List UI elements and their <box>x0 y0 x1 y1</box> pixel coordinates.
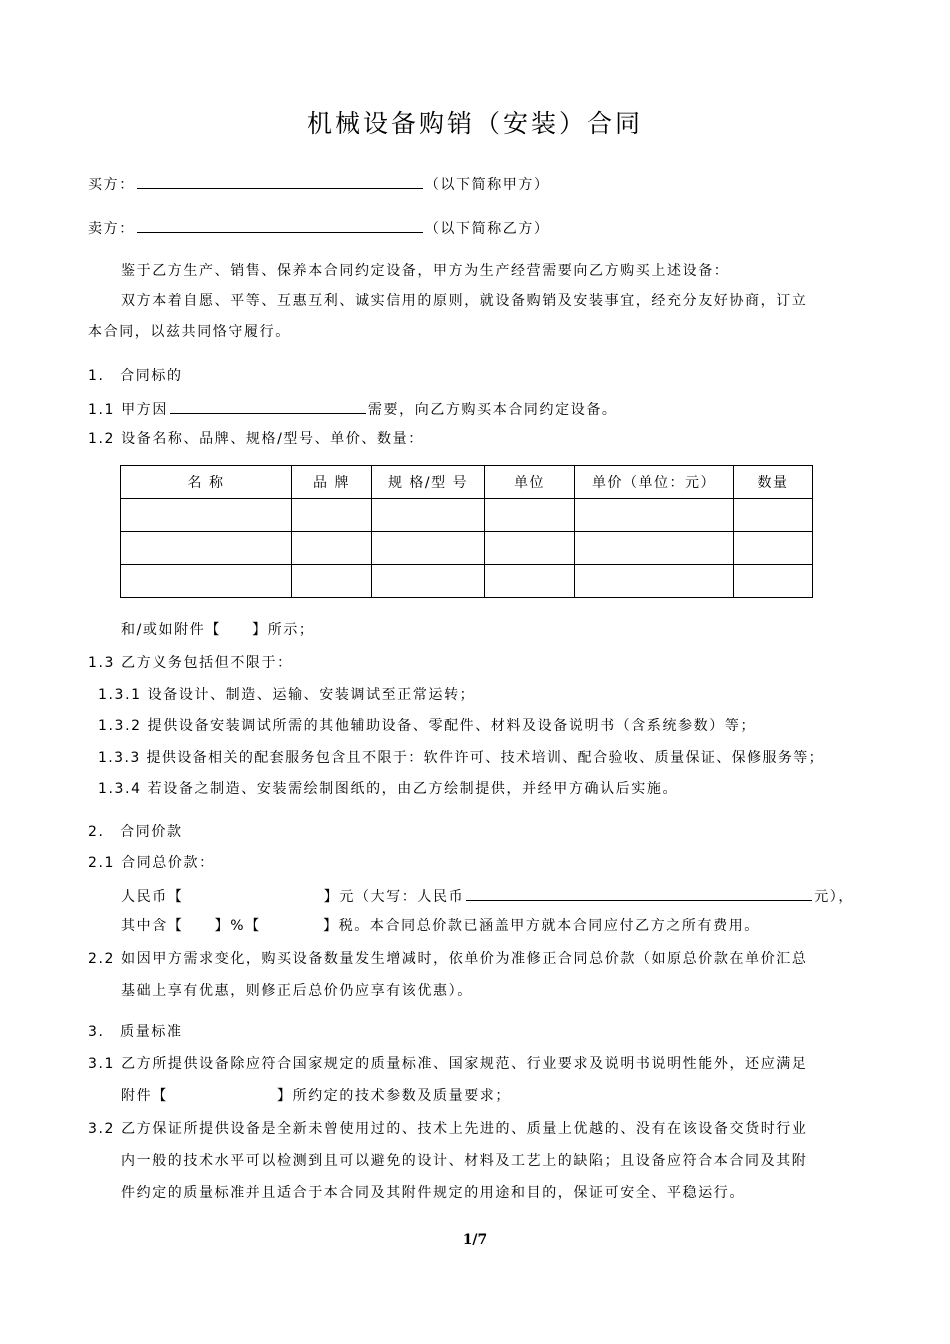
page-number: 1/7 <box>462 1232 488 1248</box>
clause-1-2: 1.2 设备名称、品牌、规格/型号、单价、数量： <box>88 431 424 447</box>
purpose-blank[interactable] <box>170 397 366 414</box>
table-cell[interactable] <box>485 565 575 598</box>
section-2-heading: 2. 合同价款 <box>88 824 183 840</box>
table-header-row <box>121 466 813 499</box>
seller-blank[interactable] <box>137 216 423 233</box>
clause-2-2-cont: 基础上享有优惠，则修正后总价仍应享有该优惠）。 <box>121 983 473 999</box>
buyer-blank[interactable] <box>137 172 423 189</box>
buyer-line <box>88 172 550 195</box>
table-cell[interactable] <box>734 532 813 565</box>
table-cell[interactable] <box>121 565 292 598</box>
table-cell[interactable] <box>575 532 734 565</box>
buyer-label: 买方： <box>88 177 135 193</box>
tax-line: 其中含【 】%【 】税。本合同总价款已涵盖甲方就本合同应付乙方之所有费用。 <box>121 918 760 934</box>
header-brand: 品 牌 <box>292 466 372 499</box>
header-unit: 单位 <box>485 466 575 499</box>
table-cell[interactable] <box>292 499 372 532</box>
header-model: 规 格/型 号 <box>372 466 485 499</box>
clause-1-3: 1.3 乙方义务包括但不限于： <box>88 655 293 671</box>
total-price-post: 元）， <box>814 889 855 905</box>
header-quantity: 数量 <box>734 466 813 499</box>
clause-2-2: 2.2 如因甲方需求变化，购买设备数量发生增减时，依单价为准修正合同总价款（如原总价款在单价汇总 <box>88 951 808 967</box>
table-cell[interactable] <box>372 499 485 532</box>
clause-1-3-1: 1.3.1 设备设计、制造、运输、安装调试至正常运转； <box>98 687 476 703</box>
table-cell[interactable] <box>292 565 372 598</box>
clause-3-1-cont: 附件【 】所约定的技术参数及质量要求； <box>121 1088 511 1104</box>
table-cell[interactable] <box>734 565 813 598</box>
table-cell[interactable] <box>485 532 575 565</box>
table-row <box>121 499 813 532</box>
clause-1-1 <box>88 397 618 420</box>
section-3-heading: 3. 质量标准 <box>88 1024 183 1040</box>
buyer-suffix: （以下简称甲方） <box>424 177 550 193</box>
seller-suffix: （以下简称乙方） <box>424 221 550 237</box>
table-cell[interactable] <box>372 532 485 565</box>
clause-1-3-4: 1.3.4 若设备之制造、安装需绘制图纸的，由乙方绘制提供，并经甲方确认后实施。 <box>98 781 679 797</box>
seller-line <box>88 216 550 239</box>
amount-in-words-blank[interactable] <box>466 884 812 901</box>
table-cell[interactable] <box>734 499 813 532</box>
table-cell[interactable] <box>485 499 575 532</box>
table-row <box>121 532 813 565</box>
total-price-pre: 人民币【 】元（大写：人民币 <box>121 889 465 905</box>
clause-3-2: 3.2 乙方保证所提供设备是全新未曾使用过的、技术上先进的、质量上优越的、没有在该设备交货时行业 <box>88 1121 808 1137</box>
table-cell[interactable] <box>575 565 734 598</box>
header-name: 名 称 <box>121 466 292 499</box>
clause-1-1-post: 需要，向乙方购买本合同约定设备。 <box>367 402 618 418</box>
clause-3-2-cont-1: 内一般的技术水平可以检测到且可以避免的设计、材料及工艺上的缺陷；且设备应符合本合同及其附 <box>121 1153 808 1169</box>
intro-paragraph-2: 双方本着自愿、平等、互惠互利、诚实信用的原则，就设备购销及安装事宜，经充分友好协商，订立 <box>121 293 808 309</box>
clause-1-3-2: 1.3.2 提供设备安装调试所需的其他辅助设备、零配件、材料及设备说明书（含系统参数）等； <box>98 718 757 734</box>
clause-2-1: 2.1 合同总价款： <box>88 855 215 871</box>
header-unit-price: 单价（单位：元） <box>575 466 734 499</box>
document-title: 机械设备购销（安装）合同 <box>306 109 643 138</box>
table-cell[interactable] <box>292 532 372 565</box>
table-cell[interactable] <box>372 565 485 598</box>
clause-1-3-3: 1.3.3 提供设备相关的配套服务包含且不限于：软件许可、技术培训、配合验收、质量保证、保修服务等； <box>98 750 825 766</box>
table-row <box>121 565 813 598</box>
attachment-note: 和/或如附件【 】所示； <box>121 622 315 638</box>
table-cell[interactable] <box>121 499 292 532</box>
seller-label: 卖方： <box>88 221 135 237</box>
table-cell[interactable] <box>575 499 734 532</box>
clause-3-1: 3.1 乙方所提供设备除应符合国家规定的质量标准、国家规范、行业要求及说明书说明性能外，还应满足 <box>88 1056 808 1072</box>
intro-paragraph-2-cont: 本合同，以兹共同恪守履行。 <box>88 324 291 340</box>
intro-paragraph-1: 鉴于乙方生产、销售、保养本合同约定设备，甲方为生产经营需要向乙方购买上述设备： <box>121 263 730 279</box>
equipment-table <box>120 465 813 598</box>
table-cell[interactable] <box>121 532 292 565</box>
section-1-heading: 1. 合同标的 <box>88 368 183 384</box>
clause-1-1-pre: 1.1 甲方因 <box>88 402 168 418</box>
total-price-line <box>121 884 854 907</box>
clause-3-2-cont-2: 件约定的质量标准并且适合于本合同及其附件规定的用途和目的，保证可安全、平稳运行。 <box>121 1185 745 1201</box>
